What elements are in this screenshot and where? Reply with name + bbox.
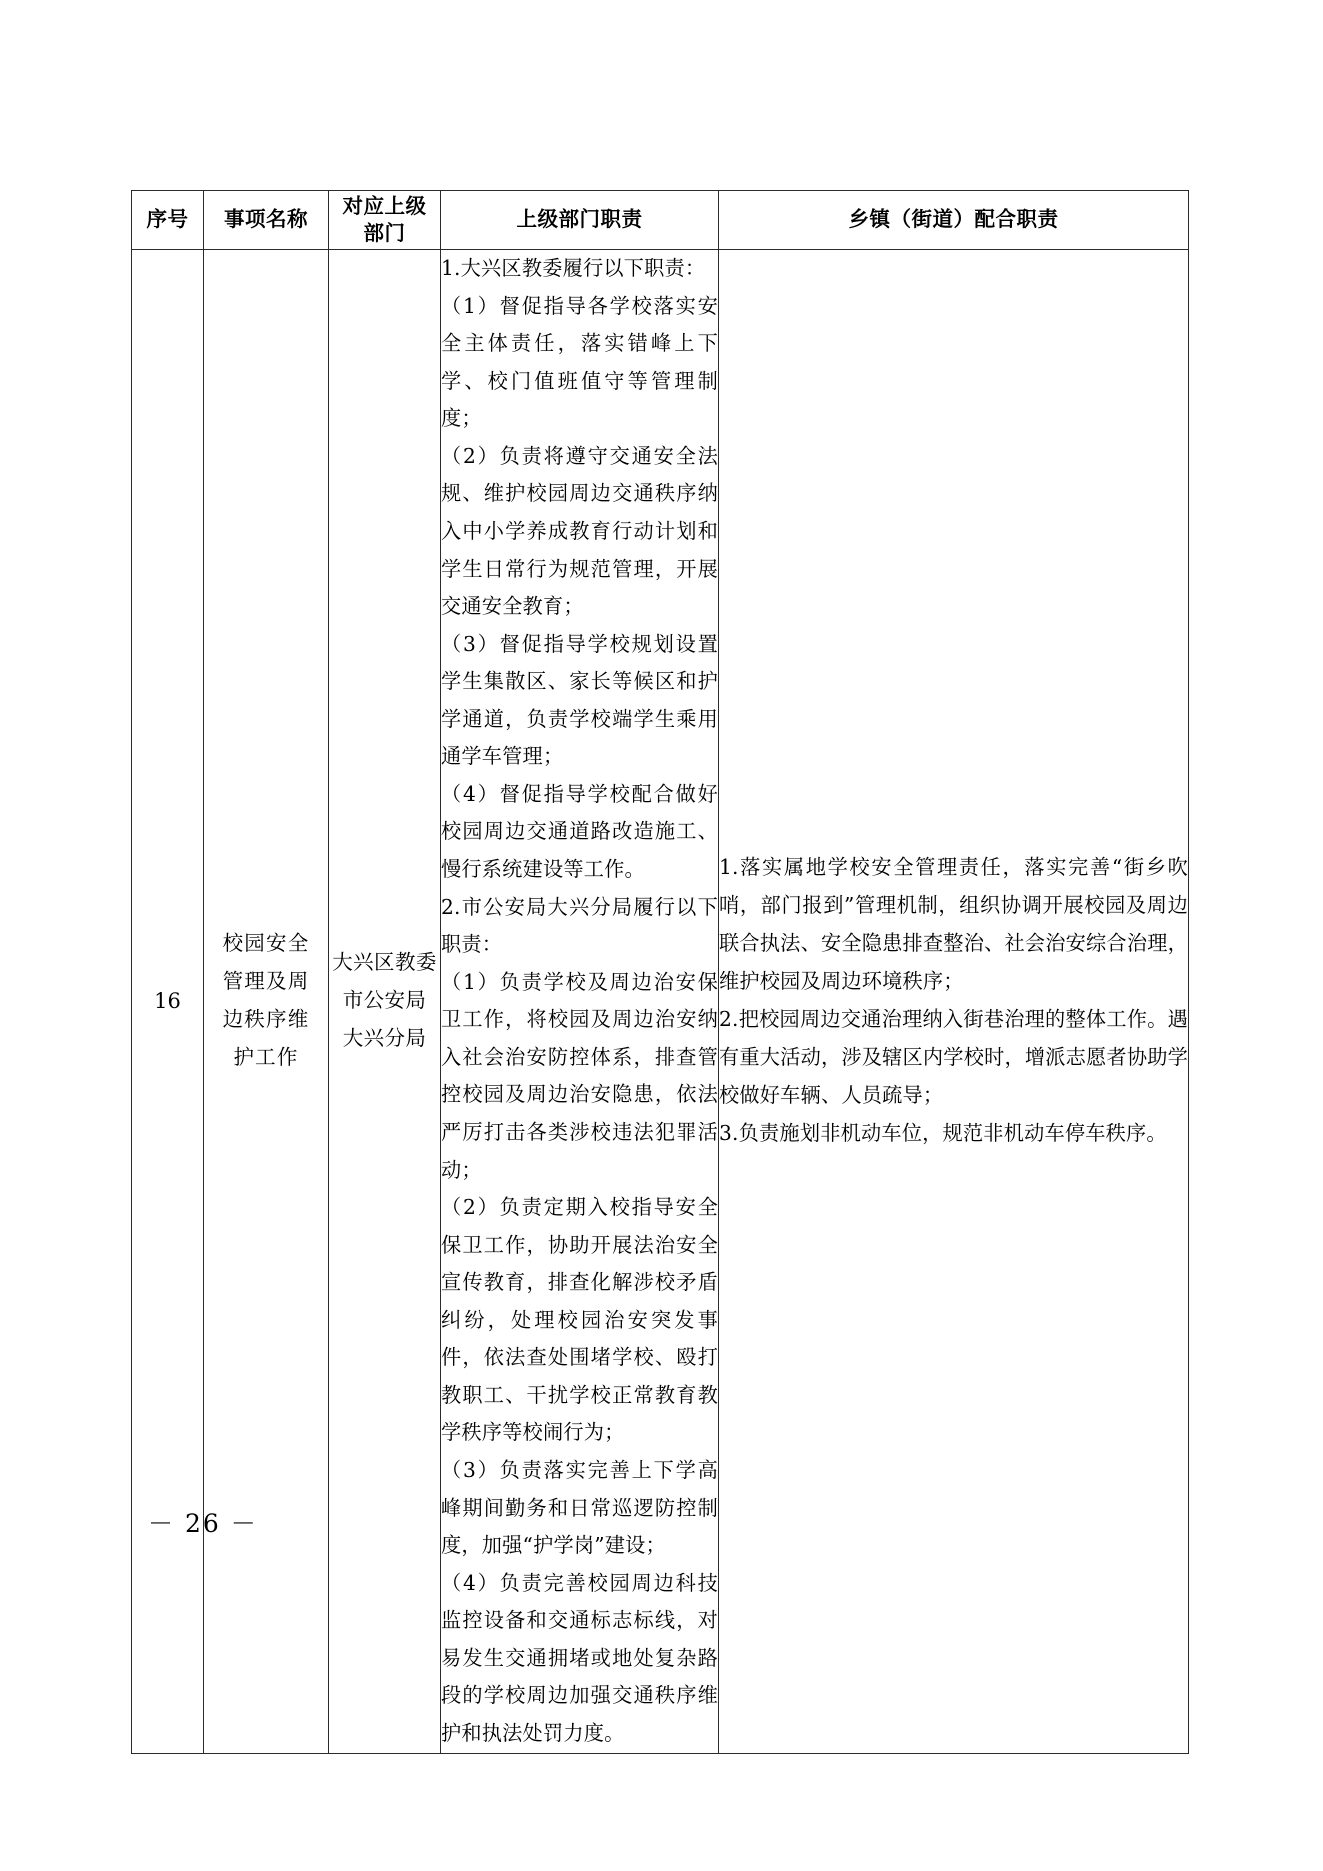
table-header-row <box>132 191 1189 250</box>
item-name-line: 护工作 <box>233 1045 299 1070</box>
upper-department-lines <box>329 944 440 1058</box>
column-header-dept <box>329 191 441 250</box>
duty-paragraph: 2.市公安局大兴分局履行以下职责： <box>441 894 718 957</box>
upper-department-line: 大兴区教委 <box>332 950 437 975</box>
column-header-town: 乡镇（街道）配合职责 <box>719 191 1189 250</box>
upper-department-line: 市公安局 <box>342 988 427 1013</box>
duty-paragraph: （2）负责定期入校指导安全保卫工作，协助开展法治安全宣传教育，排查化解涉校矛盾纠纷，处理校园治安突发事件，依法查处围堵学校、殴打教职工、干扰学校正常教育教学秩序等校闹行为； <box>441 1195 718 1445</box>
township-paragraph: 1.落实属地学校安全管理责任，落实完善“街乡吹哨，部门报到”管理机制，组织协调开展校园及周边联合执法、安全隐患排查整治、社会治安综合治理，维护校园及周边环境秩序； <box>719 855 1188 994</box>
item-name-lines <box>204 925 328 1077</box>
column-header-dept-line1: 对应上级 <box>342 193 427 218</box>
duty-paragraph: 1.大兴区教委履行以下职责： <box>441 256 706 280</box>
table-row <box>132 250 1189 1754</box>
page-number: － 26 － <box>148 1509 258 1538</box>
township-paragraph: 3.负责施划非机动车位，规范非机动车停车秩序。 <box>719 1121 1167 1146</box>
column-header-dept-line2: 部门 <box>363 221 406 245</box>
duty-paragraph: （2）负责将遵守交通安全法规、维护校园周边交通秩序纳入中小学养成教育行动计划和学生日常行为规范管理，开展交通安全教育； <box>441 443 718 619</box>
duty-paragraph: （3）督促指导学校规划设置学生集散区、家长等候区和护学通道，负责学校端学生乘用通学车管理； <box>441 631 718 769</box>
duty-table-container <box>131 190 1188 1754</box>
column-header-no: 序号 <box>132 191 204 250</box>
township-paragraph: 2.把校园周边交通治理纳入街巷治理的整体工作。遇有重大活动，涉及辖区内学校时，增派志愿者协助学校做好车辆、人员疏导； <box>719 1007 1188 1108</box>
item-name-line: 校园安全 <box>222 931 310 956</box>
duty-paragraph-list <box>441 250 718 1753</box>
column-header-duty: 上级部门职责 <box>441 191 719 250</box>
cell-township-duties <box>719 250 1189 1754</box>
cell-upper-department <box>329 250 441 1754</box>
table-header <box>132 191 1189 250</box>
table-body <box>132 250 1189 1754</box>
duty-paragraph: （4）督促指导学校配合做好校园周边交通道路改造施工、慢行系统建设等工作。 <box>441 781 718 881</box>
cell-sequence-number: 16 <box>132 250 204 1754</box>
upper-department-line: 大兴分局 <box>342 1026 427 1051</box>
item-name-line: 管理及周 <box>222 969 310 994</box>
duty-paragraph: （1）督促指导各学校落实安全主体责任，落实错峰上下学、校门值班值守等管理制度； <box>441 293 718 431</box>
duty-paragraph: （3）负责落实完善上下学高峰期间勤务和日常巡逻防控制度，加强“护学岗”建设； <box>441 1458 718 1558</box>
duty-paragraph: （4）负责完善校园周边科技监控设备和交通标志标线，对易发生交通拥堵或地处复杂路段的学校周边加强交通秩序维护和执法处罚力度。 <box>441 1570 718 1745</box>
township-paragraph-list <box>719 849 1188 1153</box>
duty-paragraph: （1）负责学校及周边治安保卫工作，将校园及周边治安纳入社会治安防控体系，排查管控校园及周边治安隐患，依法严厉打击各类涉校违法犯罪活动； <box>441 969 718 1182</box>
item-name-line: 边秩序维 <box>222 1007 310 1032</box>
duty-table <box>131 190 1189 1754</box>
cell-upper-department-duties <box>441 250 719 1754</box>
column-header-item: 事项名称 <box>204 191 329 250</box>
